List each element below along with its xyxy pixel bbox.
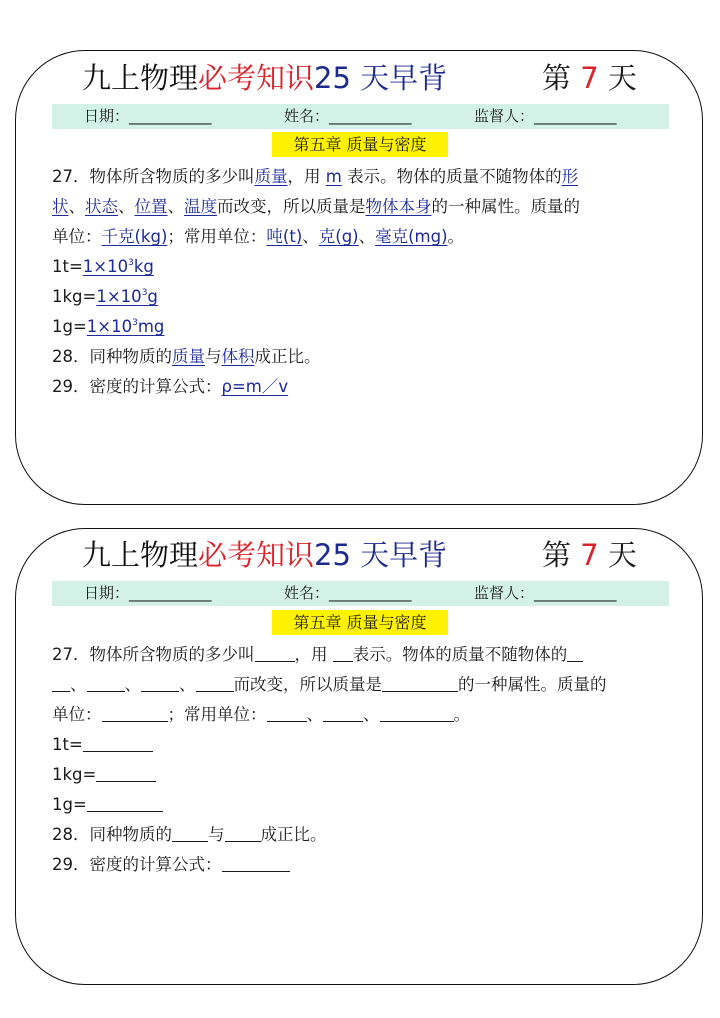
supervisor-field: 监督人：___________ — [474, 584, 617, 602]
fill-blank[interactable] — [83, 733, 153, 752]
fill-blank[interactable] — [102, 703, 168, 722]
answer-card-title — [82, 58, 642, 98]
supervisor-field: 监督人：___________ — [474, 107, 617, 125]
fill-blank[interactable] — [323, 703, 363, 722]
answer-content — [52, 162, 672, 402]
q27-line1: 27．物体所含物质的多少叫 ，用 表示。物体的质量不随物体的 — [52, 640, 672, 670]
title-plan: 25 天早背 — [314, 538, 448, 572]
answer-text: $1\times 10^3mg$ — [86, 317, 165, 336]
fill-blank[interactable] — [333, 643, 353, 662]
conversion-kg: 1kg= — [52, 760, 672, 790]
conversion-t: $1t=1\times 10^3kg$ — [52, 257, 154, 276]
fill-blank[interactable] — [222, 853, 290, 872]
fill-blank[interactable] — [52, 673, 70, 692]
chapter-heading: 第五章 质量与密度 — [272, 610, 448, 635]
answer-text: 质量 — [254, 167, 288, 186]
title-plan: 25 天早背 — [314, 61, 448, 95]
answer-text: 体积 — [221, 347, 255, 366]
answer-text: 克(g) — [318, 227, 359, 246]
fill-blank[interactable] — [87, 793, 163, 812]
date-field: 日期：___________ — [84, 584, 212, 602]
date-field: 日期：___________ — [84, 107, 212, 125]
fill-blank[interactable] — [382, 673, 458, 692]
name-field: 姓名：___________ — [284, 107, 412, 125]
q29-line: 29．密度的计算公式：ρ=m／v — [52, 377, 289, 396]
conversion-t: 1t= — [52, 730, 672, 760]
day-number: 7 — [580, 538, 599, 572]
day-number: 7 — [580, 61, 599, 95]
fill-blank[interactable] — [96, 763, 156, 782]
answer-text: 质量 — [172, 347, 205, 366]
answer-text: 温度 — [184, 197, 217, 216]
fill-blank[interactable] — [141, 673, 179, 692]
answer-text: 形 — [561, 167, 579, 186]
answer-text: m — [325, 167, 342, 186]
answer-text: 吨(t) — [266, 227, 303, 246]
answer-text: 位置 — [134, 197, 168, 216]
q28-line: 28．同种物质的质量与体积成正比。 — [52, 347, 321, 366]
blank-content — [52, 640, 672, 880]
answer-text: ρ=m／v — [221, 377, 289, 396]
fill-blank[interactable] — [380, 703, 454, 722]
fill-blank[interactable] — [255, 643, 295, 662]
conversion-kg: $1kg=1\times 10^3g$ — [52, 287, 158, 306]
fill-blank[interactable] — [225, 823, 261, 842]
answer-text: 千克(kg) — [101, 227, 168, 246]
conversion-g: $1g=1\times 10^3mg$ — [52, 317, 165, 336]
title-highlight: 必考知识 — [198, 61, 315, 95]
title-subject: 九上物理 — [82, 538, 199, 572]
day-label: 第 7 天 — [542, 61, 637, 95]
title-highlight: 必考知识 — [198, 538, 315, 572]
fill-blank[interactable] — [87, 673, 125, 692]
info-bar — [52, 104, 669, 129]
q28-line: 28．同种物质的 与 成正比。 — [52, 825, 327, 844]
fill-blank[interactable] — [267, 703, 307, 722]
q27-line3: 单位： ；常用单位： 、 、 。 — [52, 705, 470, 724]
conversion-g: 1g= — [52, 790, 672, 820]
q27-line2: 、 、 、 而改变，所以质量是 的一种属性。质量的 — [52, 670, 672, 700]
answer-text: $1\times 10^3g$ — [96, 287, 158, 306]
fill-blank[interactable] — [567, 643, 583, 662]
answer-text: 物体本身 — [365, 197, 432, 216]
info-bar — [52, 581, 669, 606]
day-label: 第 7 天 — [542, 538, 637, 572]
answer-text: 毫克(mg) — [375, 227, 448, 246]
q27-line2: 状、状态、位置、温度而改变，所以质量是物体本身的一种属性。质量的 — [52, 197, 580, 216]
fill-blank[interactable] — [196, 673, 234, 692]
q27-line1: 27．物体所含物质的多少叫质量，用 m 表示。物体的质量不随物体的形 — [52, 167, 579, 186]
answer-text: $1\times 10^3kg$ — [82, 257, 154, 276]
q27-line3: 单位：千克(kg)；常用单位：吨(t)、克(g)、毫克(mg)。 — [52, 227, 465, 246]
q29-line: 29．密度的计算公式： — [52, 850, 672, 880]
fill-blank[interactable] — [172, 823, 208, 842]
title-subject: 九上物理 — [82, 61, 199, 95]
answer-text: 状态 — [85, 197, 118, 216]
answer-text: 状 — [52, 197, 69, 216]
blank-card-title — [82, 535, 642, 575]
chapter-heading: 第五章 质量与密度 — [272, 132, 448, 157]
name-field: 姓名：___________ — [284, 584, 412, 602]
